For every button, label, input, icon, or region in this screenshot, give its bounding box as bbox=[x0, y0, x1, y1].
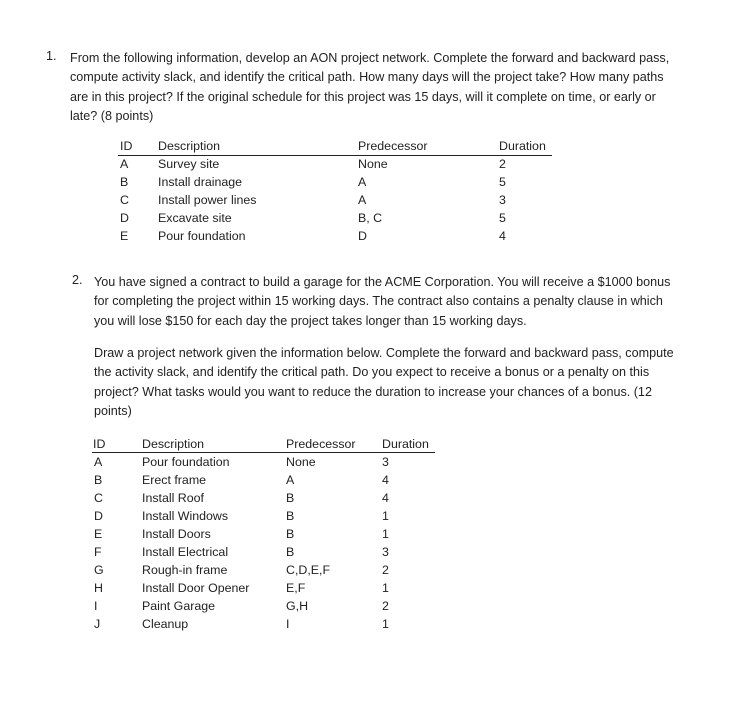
q2-row-description: Erect frame bbox=[142, 473, 207, 487]
q1-row-duration: 4 bbox=[499, 229, 506, 243]
q1-row-description: Survey site bbox=[158, 157, 220, 171]
q1-row-duration: 2 bbox=[499, 157, 506, 171]
q2-row-description: Pour foundation bbox=[142, 455, 230, 469]
q2-header-id: ID bbox=[93, 437, 106, 451]
q2-row-duration: 3 bbox=[382, 545, 389, 559]
q1-row-predecessor: A bbox=[358, 175, 367, 189]
q1-row-duration: 5 bbox=[499, 175, 506, 189]
q2-header-rule bbox=[92, 452, 435, 453]
q2-row-id: G bbox=[94, 563, 104, 577]
q2-row-predecessor: A bbox=[286, 473, 295, 487]
q1-header-predecessor: Predecessor bbox=[358, 139, 428, 153]
q1-row-predecessor: D bbox=[358, 229, 367, 243]
q1-row-id: B bbox=[120, 175, 129, 189]
q1-row-id: D bbox=[120, 211, 129, 225]
q2-row-predecessor: G,H bbox=[286, 599, 309, 613]
q1-row-description: Excavate site bbox=[158, 211, 232, 225]
q2-row-predecessor: I bbox=[286, 617, 290, 631]
q1-header-rule bbox=[118, 155, 552, 156]
q2-row-predecessor: B bbox=[286, 545, 295, 559]
q1-text: From the following information, develop an AON project network. Complete the forward and backward pass, compute activity slack, and identify the critical path. How many days will the project take? How many paths are in this project? If the original schedule for this project was 15 days, will it complete on time, or early or late? (8 points) bbox=[70, 51, 670, 124]
q2-row-description: Paint Garage bbox=[142, 599, 216, 613]
q2-row-id: A bbox=[94, 455, 103, 469]
q1-header-description: Description bbox=[158, 139, 220, 153]
q2-row-predecessor: B bbox=[286, 509, 295, 523]
q2-row-description: Install Electrical bbox=[142, 545, 229, 559]
q2-row-duration: 1 bbox=[382, 509, 389, 523]
q2-row-id: J bbox=[94, 617, 101, 631]
q2-row-description: Install Door Opener bbox=[142, 581, 250, 595]
q2-row-duration: 2 bbox=[382, 563, 389, 577]
q2-paragraph-2: Draw a project network given the information below. Complete the forward and backward pass, compute the activity slack, and identify the critical path. Do you expect to receive a bonus or a penalty on this project? What tasks would you want to reduce the duration to increase your chances of a bonus. (12 points) bbox=[94, 346, 674, 419]
q2-paragraph-1: You have signed a contract to build a garage for the ACME Corporation. You will receive a $1000 bonus for completing the project within 15 working days. The contract also contains a penalty clause in which you will lose $150 for each day the project takes longer than 15 working days. bbox=[94, 275, 671, 328]
q2-number: 2. bbox=[72, 273, 83, 287]
q2-row-description: Install Roof bbox=[142, 491, 204, 505]
q1-header-duration: Duration bbox=[499, 139, 546, 153]
q2-header-description: Description bbox=[142, 437, 204, 451]
q1-row-predecessor: B, C bbox=[358, 211, 383, 225]
q2-row-predecessor: B bbox=[286, 491, 295, 505]
q1-row-description: Pour foundation bbox=[158, 229, 246, 243]
q1-row-description: Install power lines bbox=[158, 193, 257, 207]
q2-row-duration: 1 bbox=[382, 581, 389, 595]
q2-row-duration: 3 bbox=[382, 455, 389, 469]
q1-row-predecessor: None bbox=[358, 157, 388, 171]
q2-row-description: Install Windows bbox=[142, 509, 229, 523]
q1-row-description: Install drainage bbox=[158, 175, 243, 189]
q1-row-predecessor: A bbox=[358, 193, 367, 207]
q2-row-duration: 4 bbox=[382, 473, 389, 487]
q2-row-description: Rough-in frame bbox=[142, 563, 228, 577]
q2-row-predecessor: C,D,E,F bbox=[286, 563, 331, 577]
q2-row-id: D bbox=[94, 509, 103, 523]
q2-row-id: B bbox=[94, 473, 103, 487]
q2-row-predecessor: E,F bbox=[286, 581, 306, 595]
q2-row-id: F bbox=[94, 545, 102, 559]
q2-row-duration: 1 bbox=[382, 617, 389, 631]
q1-header-id: ID bbox=[120, 139, 133, 153]
q2-row-description: Cleanup bbox=[142, 617, 189, 631]
q1-row-id: A bbox=[120, 157, 129, 171]
q1-row-duration: 5 bbox=[499, 211, 506, 225]
q1-row-duration: 3 bbox=[499, 193, 506, 207]
q1-row-id: E bbox=[120, 229, 129, 243]
q2-row-id: E bbox=[94, 527, 103, 541]
q1-row-id: C bbox=[120, 193, 129, 207]
q1-number: 1. bbox=[46, 49, 57, 63]
q2-row-id: I bbox=[94, 599, 98, 613]
q2-row-duration: 1 bbox=[382, 527, 389, 541]
q2-row-duration: 4 bbox=[382, 491, 389, 505]
q2-row-predecessor: B bbox=[286, 527, 295, 541]
q2-row-predecessor: None bbox=[286, 455, 316, 469]
q2-row-id: H bbox=[94, 581, 103, 595]
q2-row-description: Install Doors bbox=[142, 527, 211, 541]
q2-row-duration: 2 bbox=[382, 599, 389, 613]
q2-row-id: C bbox=[94, 491, 103, 505]
q2-header-duration: Duration bbox=[382, 437, 429, 451]
q2-header-predecessor: Predecessor bbox=[286, 437, 356, 451]
